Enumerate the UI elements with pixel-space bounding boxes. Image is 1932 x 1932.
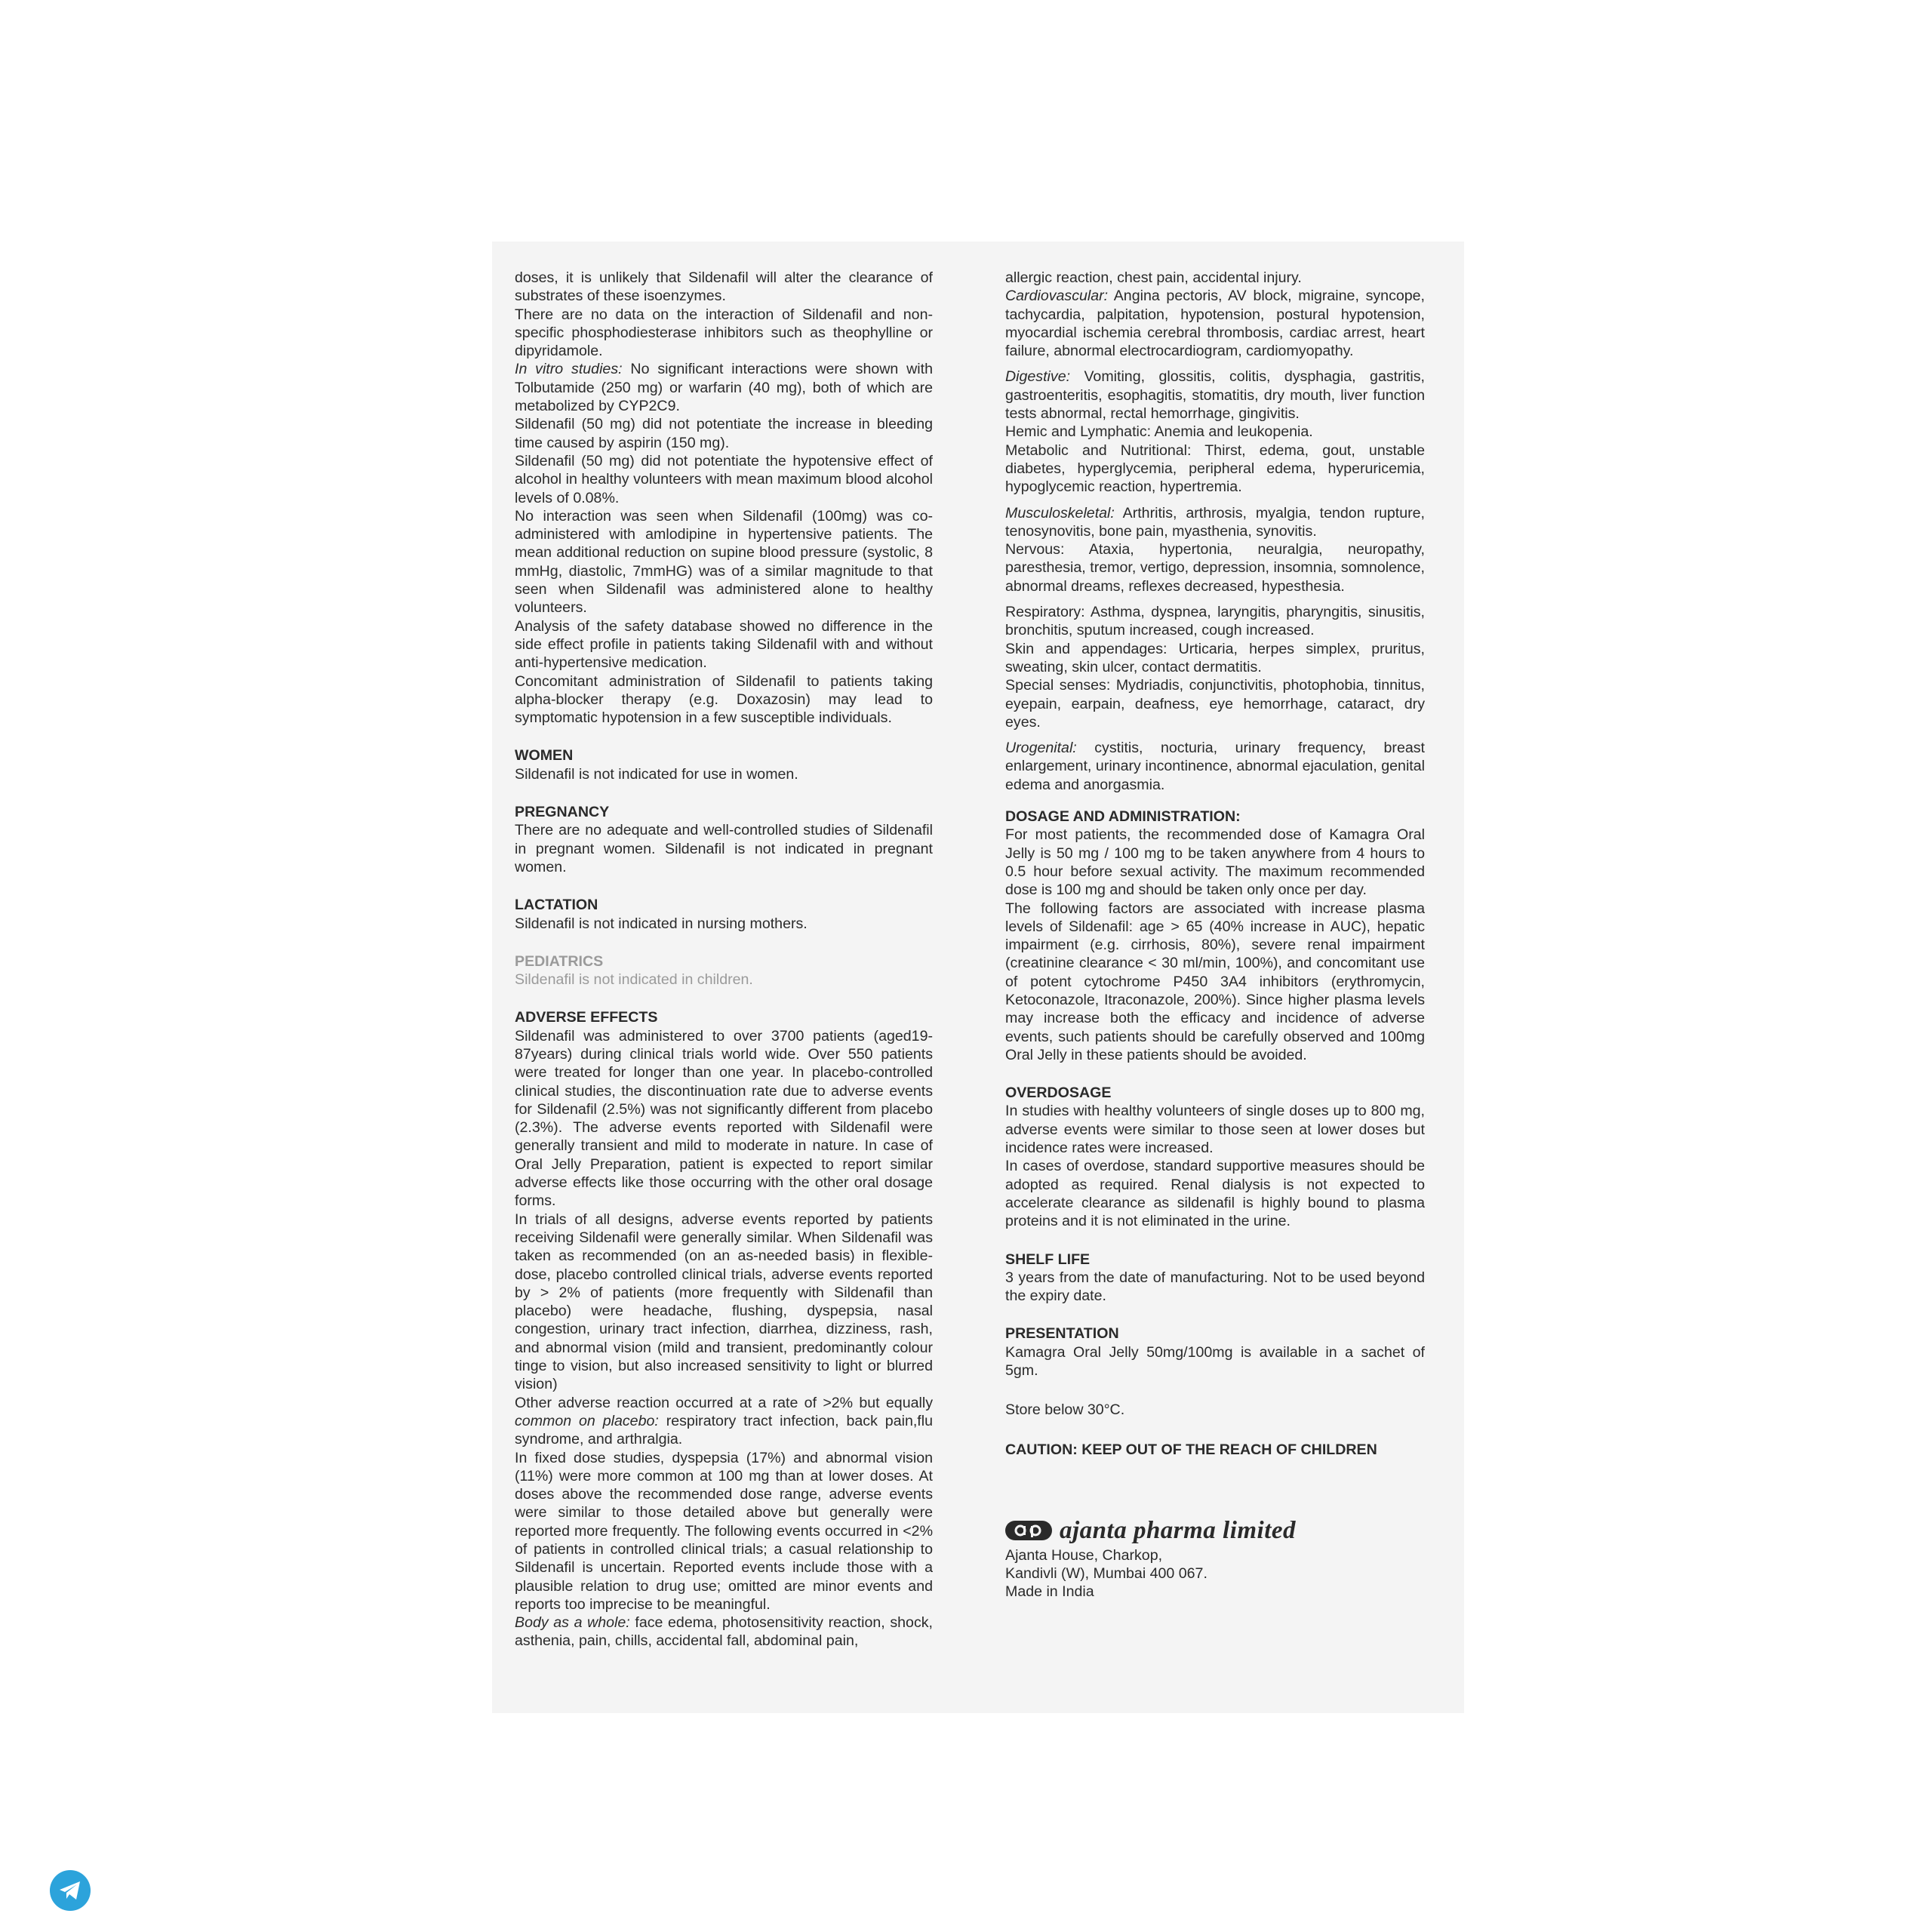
company-logo [1005, 1521, 1052, 1540]
paragraph [1005, 287, 1425, 360]
paragraph-label: Digestive: [1005, 368, 1071, 386]
paragraph-label: Urogenital: [1005, 740, 1077, 757]
section-heading-dosage: DOSAGE AND ADMINISTRATION: [1005, 808, 1241, 826]
paragraph: Skin and appendages: Urticaria, herpes simplex, pruritus, sweating, skin ulcer, contact dermatitis. [1005, 640, 1425, 675]
address-line: Made in India [1005, 1583, 1094, 1600]
paragraph-text: No significant interactions were shown with Tolbutamide (250 mg) or warfarin (40 mg), both of which are metabolized by CYP2C9. [515, 361, 933, 415]
paragraph: For most patients, the recommended dose of Kamagra Oral Jelly is 50 mg / 100 mg to be taken anywhere from 4 hours to 0.5 hour before sexual activity. The maximum recommended dose is 100 mg and should be taken only once per day. [1005, 826, 1425, 899]
paragraph: Analysis of the safety database showed no difference in the side effect profile in patients taking Sildenafil with and without anti-hypertensive medication. [515, 617, 933, 672]
section-heading-adverse-effects: ADVERSE EFFECTS [515, 1009, 658, 1026]
section-heading-women: WOMEN [515, 747, 574, 764]
paragraph-label: common on placebo: [515, 1412, 659, 1429]
paragraph [515, 1614, 933, 1651]
logo-mark-icon [1011, 1524, 1046, 1537]
right-column [1005, 269, 1425, 1601]
paragraph: Special senses: Mydriadis, conjunctivitis, photophobia, tinnitus, eyepain, earpain, deafness, eye hemorrhage, cataract, dry eyes. [1005, 677, 1425, 731]
paragraph-text: Other adverse reaction occurred at a rate of >2% but equally [515, 1394, 933, 1411]
paragraph-label: Musculoskeletal: [1005, 504, 1115, 521]
paper-plane-icon [59, 1881, 82, 1900]
paragraph: Hemic and Lymphatic: Anemia and leukopenia. [1005, 423, 1313, 441]
brand-block [1005, 1516, 1425, 1544]
paragraph: Sildenafil is not indicated for use in women. [515, 765, 798, 783]
paragraph: Sildenafil (50 mg) did not potentiate the increase in bleeding time caused by aspirin (150 mg). [515, 416, 933, 451]
paragraph-text: Angina pectoris, AV block, migraine, syncope, tachycardia, palpitation, hypotension, postural hypotension, myocardial ischemia cerebral thrombosis, cardiac arrest, heart failure, abnormal electrocardiogram, cardiomyopathy. [1005, 288, 1425, 360]
paragraph: Sildenafil is not indicated in children. [515, 971, 753, 989]
paragraph: Kamagra Oral Jelly 50mg/100mg is available in a sachet of 5gm. [1005, 1343, 1425, 1380]
paragraph: doses, it is unlikely that Sildenafil will alter the clearance of substrates of these isoenzymes. [515, 269, 933, 305]
paragraph: In trials of all designs, adverse events reported by patients receiving Sildenafil were generally similar. When Sildenafil was taken as recommended (on an as-needed basis) in flexible-dose, placebo controlled clinical trials, adverse events reported by > 2% of patients (more frequently with Sildenafil than placebo) were headache, flushing, dyspepsia, nasal congestion, urinary tract infection, diarrhea, dizziness, rash, and abnormal vision (mild and transient, predominantly colour tinge to vision, but also increased sensitivity to light or blurred vision) [515, 1211, 933, 1393]
paragraph: No interaction was seen when Sildenafil (100mg) was co-administered with amlodipine in hypertensive patients. The mean additional reduction on supine blood pressure (systolic, 8 mmHg, diastolic, 7mmHG) was of a similar magnitude to that seen when Sildenafil was administered alone to healthy volunteers. [515, 507, 933, 617]
section-heading-pediatrics: PEDIATRICS [515, 952, 604, 970]
paragraph-label: Body as a whole: [515, 1614, 630, 1632]
paragraph [1005, 368, 1425, 423]
paragraph: There are no data on the interaction of Sildenafil and non-specific phosphodiesterase inhibitors such as theophylline or dipyridamole. [515, 306, 933, 360]
paragraph: The following factors are associated with increase plasma levels of Sildenafil: age > 65 (40% increase in AUC), hepatic impairment (e.g. cirrhosis, 80%), severe renal impairment (creatinine clearance < 30 ml/min, 100%), and concomitant use of potent cytochrome P450 3A4 inhibitors (erythromycin, Ketoconazole, Itraconazole, 200%). Since higher plasma levels may increase both the efficacy and incidence of adverse events, such patients should be carefully observed and 100mg Oral Jelly in these patients should be avoided. [1005, 900, 1425, 1063]
paragraph: 3 years from the date of manufacturing. Not to be used beyond the expiry date. [1005, 1269, 1425, 1305]
paragraph: Concomitant administration of Sildenafil to patients taking alpha-blocker therapy (e.g. Doxazosin) may lead to symptomatic hypotension in a few susceptible individuals. [515, 672, 933, 727]
paragraph: There are no adequate and well-controlled studies of Sildenafil in pregnant women. Sildenafil is not indicated in pregnant women. [515, 822, 933, 875]
paragraph: Sildenafil was administered to over 3700 patients (aged19-87years) during clinical trials world wide. Over 550 patients were treated for longer than one year. In placebo-controlled clinical studies, the discontinuation rate due to adverse events for Sildenafil (2.5%) was not significantly different from placebo (2.3%). The adverse events reported with Sildenafil were generally transient and mild to moderate in nature. In case of Oral Jelly Preparation, patient is expected to report similar adverse effects like those occurring with the other oral dosage forms. [515, 1027, 933, 1210]
paragraph-text: Vomiting, glossitis, colitis, dysphagia, gastritis, gastroenteritis, esophagitis, stomatitis, dry mouth, liver function tests abnormal, rectal hemorrhage, gingivitis. [1005, 368, 1425, 423]
paragraph: In studies with healthy volunteers of single doses up to 800 mg, adverse events were similar to those seen at lower doses but incidence rates were increased. [1005, 1103, 1425, 1157]
paragraph: Respiratory: Asthma, dyspnea, laryngitis, pharyngitis, sinusitis, bronchitis, sputum increased, cough increased. [1005, 604, 1425, 639]
section-heading-presentation: PRESENTATION [1005, 1325, 1119, 1343]
company-name: ajanta pharma limited [1060, 1516, 1297, 1544]
section-heading-lactation: LACTATION [515, 897, 598, 914]
paragraph-text: respiratory tract infection, back pain,flu syndrome, and arthralgia. [515, 1412, 933, 1448]
paragraph: Sildenafil (50 mg) did not potentiate the hypotensive effect of alcohol in healthy volunteers with mean maximum blood alcohol levels of 0.08%. [515, 452, 933, 506]
caution-note: CAUTION: KEEP OUT OF THE REACH OF CHILDREN [1005, 1441, 1377, 1458]
paragraph: In cases of overdose, standard supportive measures should be adopted as required. Renal dialysis is not expected to accelerate clearance as sildenafil is highly bound to plasma proteins and it is not eliminated in the urine. [1005, 1158, 1425, 1230]
address-line: Kandivli (W), Mumbai 400 067. [1005, 1564, 1208, 1582]
paragraph: allergic reaction, chest pain, accidental injury. [1005, 269, 1302, 286]
section-heading-shelf-life: SHELF LIFE [1005, 1251, 1091, 1268]
paragraph [1005, 504, 1425, 541]
paragraph-text: face edema, photosensitivity reaction, shock, asthenia, pain, chills, accidental fall, abdominal pain, [515, 1614, 933, 1650]
telegram-icon[interactable] [50, 1870, 91, 1911]
paragraph-label: Cardiovascular: [1005, 288, 1109, 305]
paragraph: Nervous: Ataxia, hypertonia, neuralgia, neuropathy, paresthesia, tremor, vertigo, depression, insomnia, somnolence, abnormal dreams, reflexes decreased, hypesthesia. [1005, 541, 1425, 595]
storage-note: Store below 30°C. [1005, 1401, 1125, 1419]
paragraph [1005, 739, 1425, 794]
paragraph: Metabolic and Nutritional: Thirst, edema, gout, unstable diabetes, hyperglycemia, peripheral edema, hyperuricemia, hypoglycemic reaction, hypertremia. [1005, 441, 1425, 496]
company-address [1005, 1546, 1425, 1601]
section-heading-overdosage: OVERDOSAGE [1005, 1084, 1112, 1102]
leaflet-sheet [492, 242, 1464, 1713]
paragraph-text: cystitis, nocturia, urinary frequency, breast enlargement, urinary incontinence, abnormal ejaculation, genital edema and anorgasmia. [1005, 740, 1425, 793]
paragraph-label: In vitro studies: [515, 361, 623, 378]
paragraph-text: Arthritis, arthrosis, myalgia, tendon rupture, tenosynovitis, bone pain, myasthenia, synovitis. [1005, 504, 1425, 540]
paragraph: Sildenafil is not indicated in nursing mothers. [515, 915, 808, 932]
paragraph [515, 1394, 933, 1449]
left-column [515, 269, 933, 1651]
paragraph [515, 360, 933, 415]
paragraph: In fixed dose studies, dyspepsia (17%) and abnormal vision (11%) were more common at 100 mg than at lower doses. At doses above the recommended dose range, adverse events were similar to those detailed above but generally were reported more frequently. The following events occurred in <2% of patients in controlled clinical trials; a casual relationship to Sildenafil is uncertain. Reported events include those with a plausible relation to drug use; omitted are minor events and reports too imprecise to be meaningful. [515, 1449, 933, 1613]
section-heading-pregnancy: PREGNANCY [515, 804, 610, 821]
address-line: Ajanta House, Charkop, [1005, 1546, 1163, 1564]
